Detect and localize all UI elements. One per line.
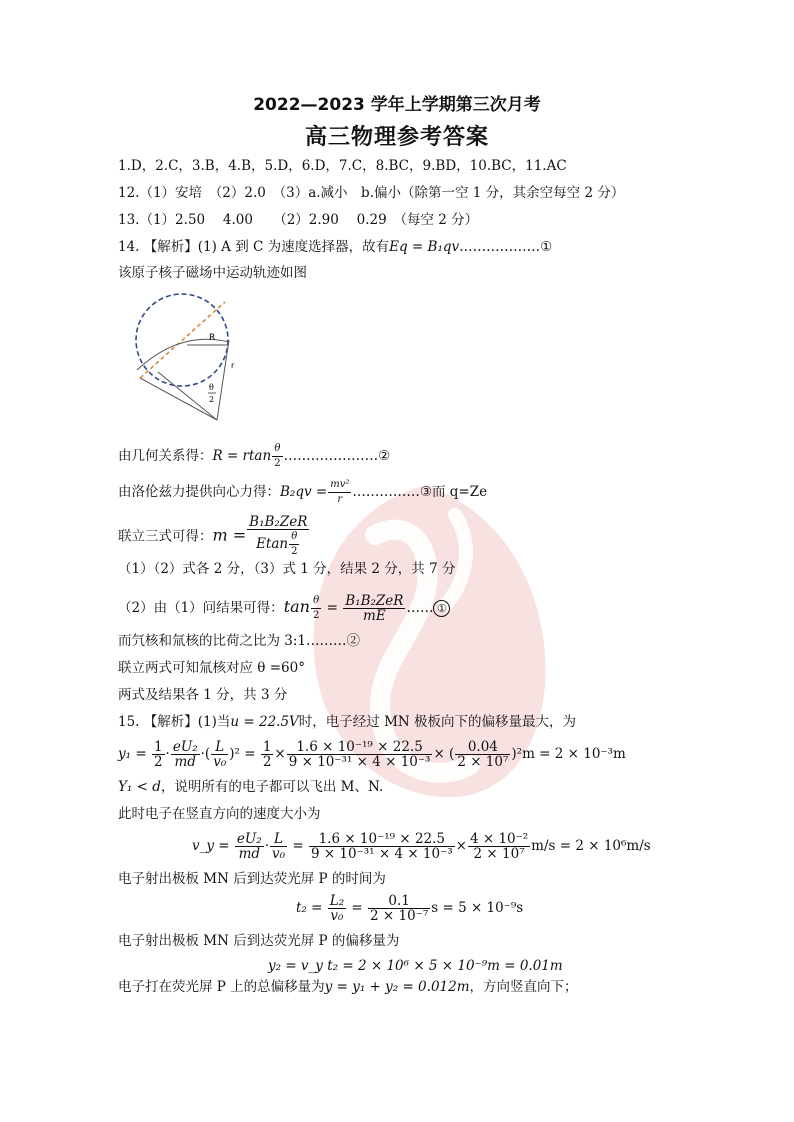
q14-part2: （2）由（1）问结果可得：tan $\frac{\theta}{2}$ = $\frac{\text{B₁B₂ZeR}}{mE}$ …… ①: [118, 594, 778, 623]
q14-score-1: （1）（2）式各 2 分，（3）式 1 分，结果 2 分，共 7 分: [118, 561, 456, 577]
label-R: R: [209, 333, 216, 343]
q14-geometry: 由几何关系得：R = rtan $\frac{\theta}{2}$ …………………②: [118, 443, 391, 469]
q15-intro: 15. 【解析】(1)当u = 22.5V时，电子经过 MN 极板向下的偏移量最大，为: [118, 714, 577, 730]
q14-combine: 联立三式可得：m = B₁B₂ZeR Etan $\frac{\theta}{2}$: [118, 514, 308, 557]
q15-t2-caption: 电子射出极板 MN 后到达荧光屏 P 的时间为: [118, 871, 386, 887]
q14-score-2: 两式及结果各 1 分，共 3 分: [118, 687, 288, 703]
radius-r-line: [217, 340, 229, 420]
field-arc: [137, 339, 229, 370]
q14-angle: 联立两式可知氚核对应 θ =60°: [118, 660, 305, 676]
q15-total: 电子打在荧光屏 P 上的总偏移量为y = y₁ + y₂ = 0.012m，方向竖直向下；: [118, 979, 578, 995]
q14-orbit-caption: 该原子核子磁场中运动轨迹如图: [118, 265, 307, 281]
q15-t2-equation: t₂ = $\frac{\text{L₂}}{\text{v₀}}$ = $\frac{0.1}{\text{2 × 10⁻⁷}}$ s = 5 × 10⁻⁹s: [296, 893, 524, 924]
label-two: 2: [209, 395, 215, 404]
q15-y2-equation: y₂ = v_y t₂ = 2 × 10⁶ × 5 × 10⁻⁹m = 0.01m: [268, 958, 563, 974]
q15-vy-caption: 此时电子在竖直方向的速度大小为: [118, 806, 321, 822]
q13-answers: 13.（1）2.50 4.00 （2）2.90 0.29 （每空 2 分）: [118, 212, 479, 228]
choice-answers: 1.D，2.C，3.B，4.B，5.D，6.D，7.C，8.BC，9.BD，10.BC，11.AC: [118, 158, 567, 174]
label-r: r: [231, 361, 235, 370]
exam-title: 2022—2023 学年上学期第三次月考: [253, 95, 541, 115]
q14-ratio: 而氕核和氚核的比荷之比为 3:1………②: [118, 633, 361, 649]
q12-answers: 12.（1）安培 （2）2.0 （3）a.减小 b.偏小（除第一空 1 分，其余空每空 2 分）: [118, 185, 625, 201]
answer-key-title: 高三物理参考答案: [304, 125, 489, 150]
label-theta: θ: [209, 383, 214, 392]
q14-lorentz: 由洛伦兹力提供向心力得：B₂qv = $\frac{\text{mv²}}{r}$ ……………③而 q=Ze: [118, 479, 488, 505]
orbit-diagram: [125, 290, 245, 424]
q15-y1-note: Y₁ < d，说明所有的电子都可以飞出 M、N.: [118, 779, 384, 795]
q15-y2-caption: 电子射出极板 MN 后到达荧光屏 P 的偏移量为: [118, 933, 400, 949]
q15-vy-equation: v_y = $\frac{\text{eU₂}}{md}$ · $\frac{L}{\text{v₀}}$ = $\frac{\text{1.6 × 10⁻¹⁹ × 22.5}}{\text{9 × 10⁻³¹ × 4 × 10⁻³}}$ × $\frac{\text{4 × 10⁻²}}{\text{2 × 10⁷}}$ m/s = 2 × 10⁶m/s: [192, 831, 651, 862]
q15-y1-equation: y₁ = $\frac{1}{2}$ · $\frac{\text{eU₂}}{md}$ ·( $\frac{L}{\text{v₀}}$ )² = $\frac{1}{2}$ × $\frac{\text{1.6 × 10⁻¹⁹ × 22.5}}{\text{9 × 10⁻³¹ × 4 × 10⁻³}}$ × ( $\frac{0.04}{\text{2 × 10⁷}}$ )²m = 2 × 10⁻³m: [118, 739, 626, 770]
q14-intro: 14. 【解析】(1) A 到 C 为速度选择器，故有Eq = B₁qv………………①: [118, 239, 553, 255]
lower-line: [140, 378, 217, 420]
